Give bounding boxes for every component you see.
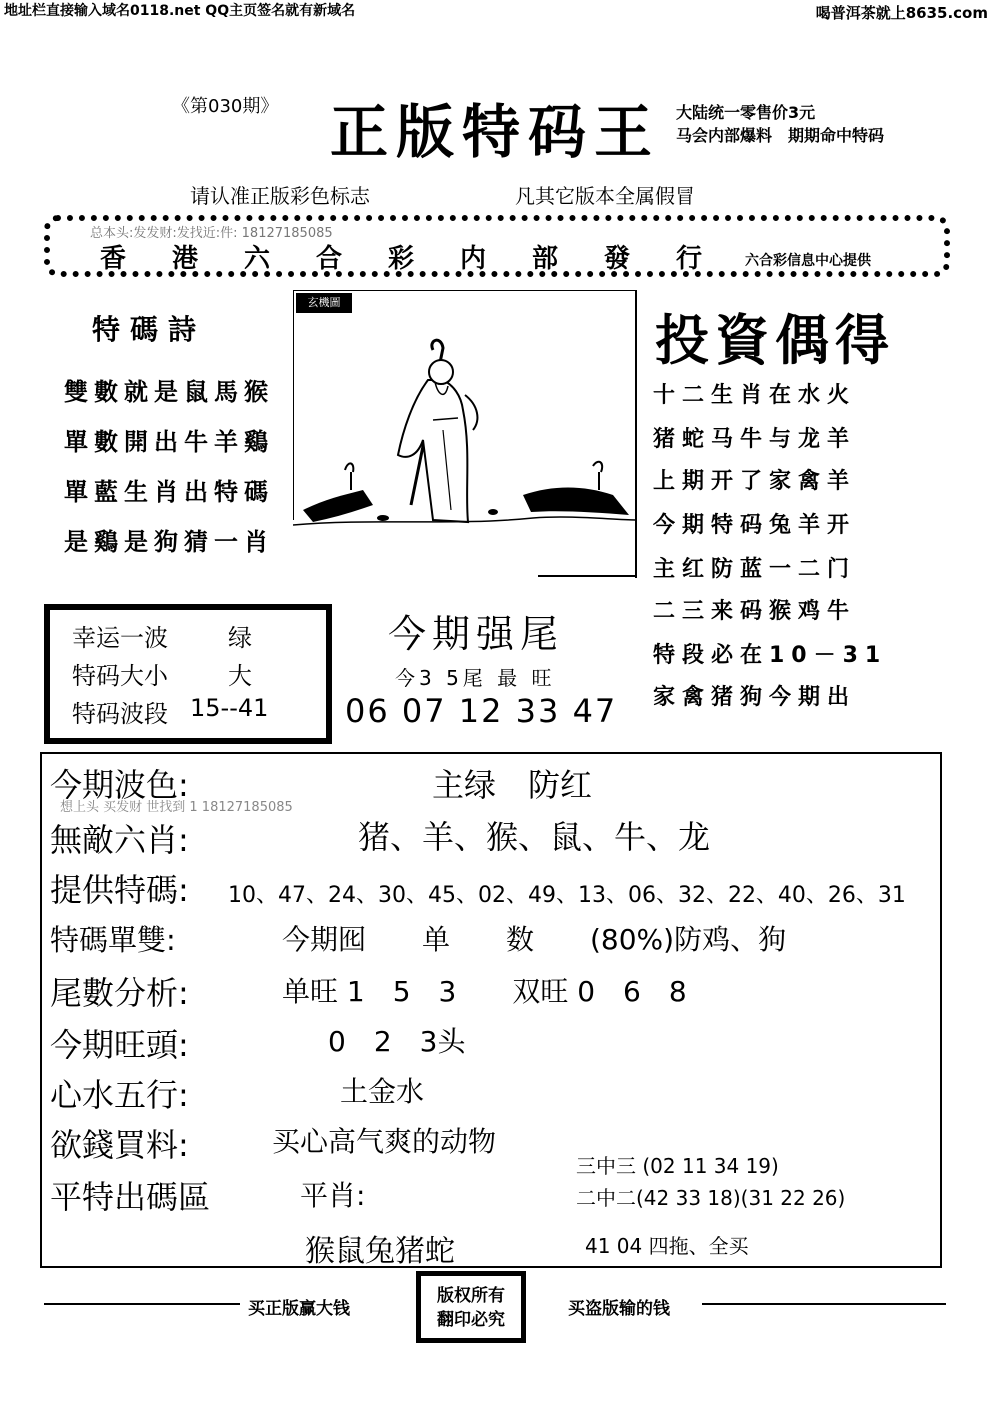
issue-number: 《第030期》 <box>172 96 279 117</box>
tail-hot-text: 今3 5尾 最 旺 <box>395 666 556 690</box>
poem-line: 雙數就是鼠馬猴 <box>64 378 274 406</box>
row-value-picks: 10、47、24、30、45、02、49、13、06、32、22、40、26、31 <box>228 883 906 908</box>
row-value-color: 主绿 防红 <box>432 766 593 804</box>
row-label-element: 心水五行: <box>50 1076 189 1114</box>
row-value-flat: 平肖: <box>300 1179 366 1212</box>
row-value-zodiac: 猪、羊、猴、鼠、牛、龙 <box>358 818 711 856</box>
banner-title: 香港六合彩内部發行 <box>100 244 749 274</box>
row-value-tail: 单旺 1 5 3 双旺 0 6 8 <box>282 975 687 1008</box>
slogan-text: 马会内部爆料 期期命中特码 <box>676 126 885 145</box>
right-line: 十二生肖在水火 <box>653 383 857 408</box>
lucky-size-value: 大 <box>228 662 252 690</box>
row-label-flat: 平特出碼區 <box>50 1178 211 1216</box>
row-label-tail: 尾數分析: <box>50 974 189 1012</box>
lucky-range-label: 特码波段 <box>72 700 168 728</box>
top-right-notice: 喝普洱茶就上8635.com <box>815 4 988 22</box>
strong-tail-title: 今期强尾 <box>388 612 565 656</box>
verify-text: 请认准正版彩色标志 <box>190 184 370 208</box>
poem-line: 是鷄是狗猜一肖 <box>64 528 274 556</box>
lucky-size-label: 特码大小 <box>72 662 168 690</box>
lucky-wave-label: 幸运一波 <box>72 624 168 652</box>
banner-provider: 六合彩信息中心提供 <box>745 253 871 269</box>
footer-right-text: 买盗版输的钱 <box>568 1299 670 1319</box>
right-line: 猪蛇马牛与龙羊 <box>653 427 857 452</box>
three-of-three: 三中三 (02 11 34 19) <box>576 1154 779 1178</box>
lucky-wave-value: 绿 <box>228 624 252 652</box>
table-noise-text: 想上头 买发财 世找到 1 18127185085 <box>60 800 293 815</box>
footer-left-text: 买正版赢大钱 <box>248 1299 350 1319</box>
row-value-oddeven: 今期囮 单 数 (80%)防鸡、狗 <box>282 923 787 956</box>
row-value-buy: 买心高气爽的动物 <box>272 1125 497 1158</box>
copyright-stamp <box>416 1271 526 1343</box>
row-label-oddeven: 特碼單雙: <box>50 923 176 957</box>
right-line: 今期特码兔羊开 <box>653 513 857 538</box>
fake-warning: 凡其它版本全属假冒 <box>515 184 695 208</box>
right-title: 投資偶得 <box>655 309 895 372</box>
stamp-line: 翻印必究 <box>437 1310 505 1330</box>
stamp-line: 版权所有 <box>437 1286 505 1306</box>
row-label-head: 今期旺頭: <box>50 1026 189 1064</box>
row-label-picks: 提供特碼: <box>50 871 189 909</box>
row-value-head: 0 2 3头 <box>328 1025 466 1058</box>
footer-divider <box>44 1303 240 1305</box>
right-line: 家禽猪狗今期出 <box>653 685 857 710</box>
right-line: 上期开了家禽羊 <box>653 469 857 494</box>
sage-illustration <box>293 290 637 578</box>
row-label-buy: 欲錢買料: <box>50 1126 189 1164</box>
page-title: 正版特码王 <box>330 98 661 166</box>
right-line: 主红防蓝一二门 <box>653 557 857 582</box>
tail-numbers: 06 07 12 33 47 <box>345 692 618 730</box>
banner-noise-text: 总本头:发发财:发找近:件: 18127185085 <box>90 226 333 241</box>
price-text: 大陆统一零售价3元 <box>676 103 816 122</box>
flat-zodiacs: 猴鼠兔猪蛇 <box>305 1234 455 1269</box>
picture-tag: 玄機圖 <box>296 293 352 313</box>
drag-text: 41 04 四拖、全买 <box>585 1234 749 1258</box>
right-line: 二三来码猴鸡牛 <box>653 599 857 624</box>
row-label-color: 今期波色: <box>50 766 189 804</box>
top-left-notice: 地址栏直接输入域名0118.net QQ主页签名就有新域名 <box>4 3 356 19</box>
right-line: 特段必在10－31 <box>653 643 888 668</box>
lucky-range-value: 15--41 <box>190 694 269 722</box>
poem-line: 單數開出牛羊鷄 <box>64 428 274 456</box>
two-of-two: 二中二(42 33 18)(31 22 26) <box>576 1186 846 1210</box>
row-label-zodiac: 無敵六肖: <box>50 821 189 859</box>
footer-divider <box>702 1303 946 1305</box>
row-value-element: 土金水 <box>340 1075 425 1108</box>
poem-line: 單藍生肖出特碼 <box>64 478 274 506</box>
poem-title: 特碼詩 <box>92 313 207 346</box>
